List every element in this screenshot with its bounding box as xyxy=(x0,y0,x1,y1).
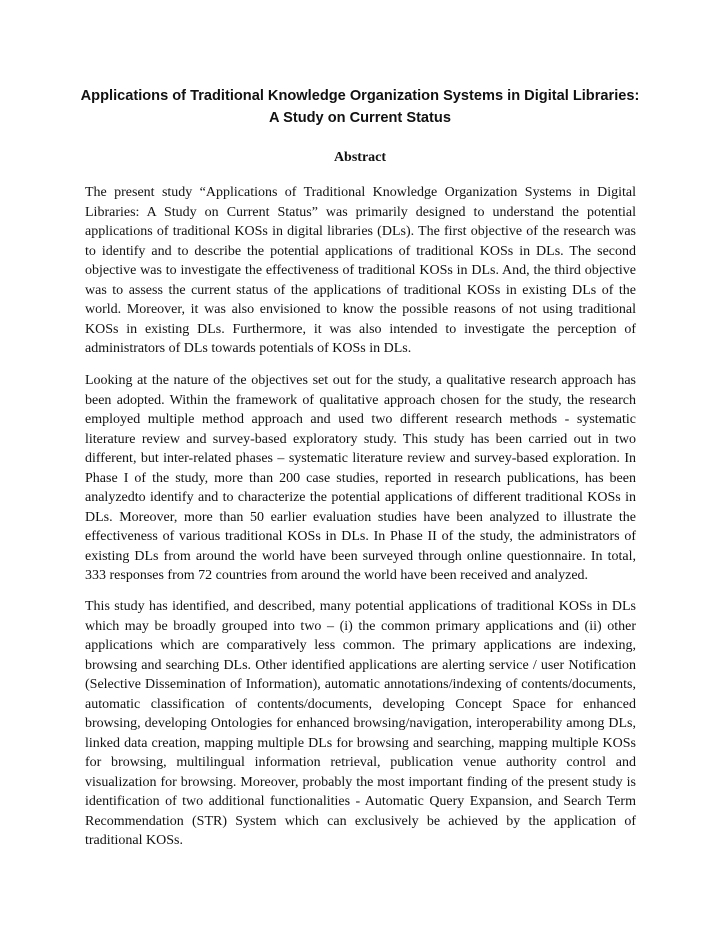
paper-title xyxy=(60,85,660,129)
paper-title-line-1: Applications of Traditional Knowledge Organization Systems in Digital Libraries: xyxy=(80,88,640,104)
abstract-paragraph-1: The present study “Applications of Traditional Knowledge Organization Systems in Digital Libraries: A Study on Current Status” was primarily designed to understand the potential applications of traditional KOSs in digital libraries (DLs). The first objective of the research was to identify and to describe the potential applications of traditional KOSs in DLs. The second objective was to investigate the effectiveness of traditional KOSs in DLs. And, the third objective was to assess the current status of the applications of traditional KOSs in existing DLs of the world. Moreover, it was also envisioned to know the possible reasons of not using traditional KOSs in existing DLs. Furthermore, it was also intended to investigate the perception of administrators of DLs towards potentials of KOSs in DLs. xyxy=(85,185,636,356)
paper-title-line-2: A Study on Current Status xyxy=(269,110,451,126)
abstract-heading: Abstract xyxy=(333,150,387,165)
abstract-paragraph-2: Looking at the nature of the objectives set out for the study, a qualitative research approach has been adopted. Within the framework of qualitative approach chosen for the study, the research employed multiple method approach and used two different research methods - systematic literature review and survey-based exploratory study. This study has been carried out in two different, but inter-related phases – systematic literature review and survey-based exploration. In Phase I of the study, more than 200 case studies, reported in research publications, has been analyzedto identify and to characterize the potential applications of different traditional KOSs in DLs. Moreover, more than 50 earlier evaluation studies have been analyzed to illustrate the effectiveness of various traditional KOSs in DLs. In Phase II of the study, the administrators of existing DLs from around the world have been surveyed through online questionnaire. In total, 333 responses from 72 countries from around the world have been received and analyzed. xyxy=(85,373,636,583)
abstract-paragraph-3: This study has identified, and described, many potential applications of traditional KOSs in DLs which may be broadly grouped into two – (i) the common primary applications and (ii) other applications which are comparatively less common. The primary applications are indexing, browsing and searching DLs. Other identified applications are alerting service / user Notification (Selective Dissemination of Information), automatic annotations/indexing of contents/documents, automatic classification of contents/documents, developing Concept Space for enhanced browsing, developing Ontologies for enhanced browsing/navigation, interoperability among DLs, linked data creation, mapping multiple DLs for browsing and searching, mapping multiple KOSs for browsing, multilingual information retrieval, publication venue authority control and visualization for browsing. Moreover, probably the most important finding of the present study is identification of two additional functionalities - Automatic Query Expansion, and Search Term Recommendation (STR) System which can exclusively be achieved by the application of traditional KOSs. xyxy=(85,599,636,848)
